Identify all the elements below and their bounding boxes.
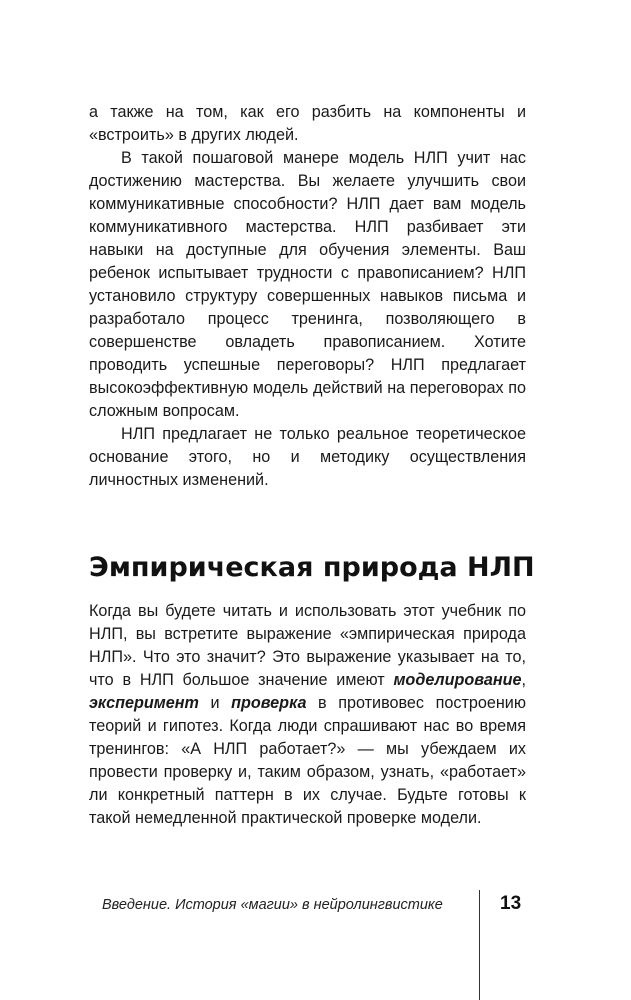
continued-paragraph: а также на том, как его разбить на компоненты и «встроить» в других людей. (89, 103, 526, 144)
separator: и (198, 694, 232, 712)
page-number: 13 (500, 893, 522, 914)
emphasized-term: моделирование (393, 671, 522, 689)
section-text-block (89, 600, 526, 830)
emphasized-term: проверка (231, 694, 307, 712)
emphasized-term: эксперимент (89, 694, 199, 712)
paragraph (89, 600, 526, 830)
section-heading: Эмпирическая природа НЛП (89, 552, 535, 583)
paragraph: В такой пошаговой манере модель НЛП учит нас достижению мастерства. Вы желаете улучшить свои коммуникативные способности? НЛП дает вам модель коммуникативного мастерства. НЛП разбивает эти навыки на доступные для обучения элементы. Ваш ребенок испытывает трудности с правописанием? НЛП установило структуру совершенных навыков письма и разработало процесс тренинга, позволяющего в совершенстве овладеть правописанием. Хотите проводить успешные переговоры? НЛП предлагает высокоэффективную модель действий на переговорах по сложным вопросам. (89, 149, 526, 420)
running-title: Введение. История «магии» в нейролингвистике (102, 897, 443, 913)
separator: , (521, 671, 526, 689)
footer-divider (479, 890, 480, 1000)
paragraph: НЛП предлагает не только реальное теоретическое основание этого, но и методику осуществления личностных изменений. (89, 425, 526, 489)
body-text-block (89, 101, 526, 492)
paragraph-end: в противовес построению теорий и гипотез. Когда люди спрашивают нас во время тренингов: «А НЛП работает?» — мы убеждаем их провести проверку и, таким образом, узнать, «работает» ли конкретный паттерн в их случае. Будьте готовы к такой немедленной практической проверке модели. (89, 694, 526, 827)
paragraph-start: Когда вы будете читать и использовать этот учебник по НЛП, вы встретите выражение «эмпирическая природа НЛП». Что это значит? Это выражение указывает на то, что в НЛП большое значение имеют (89, 602, 526, 689)
